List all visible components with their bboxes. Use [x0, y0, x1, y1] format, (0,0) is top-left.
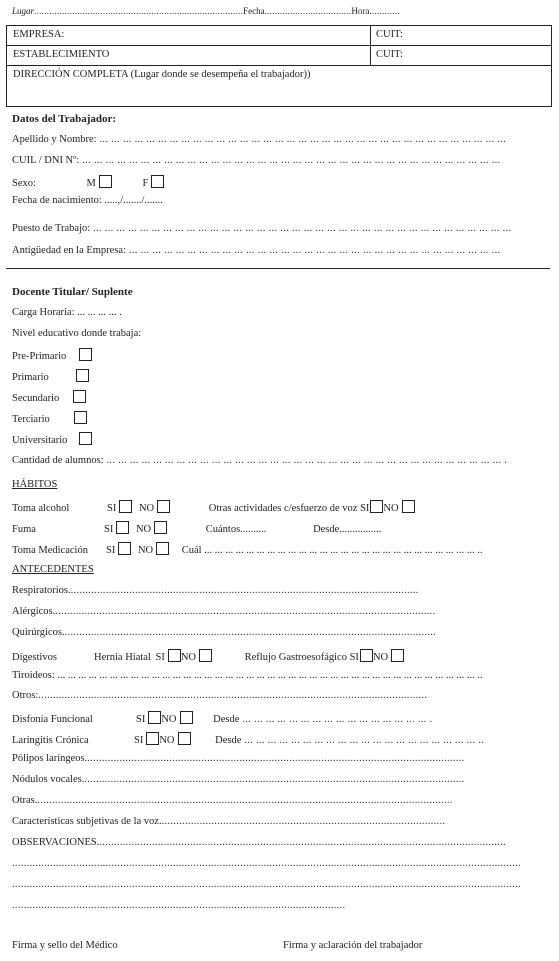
observaciones-field[interactable]	[12, 837, 506, 848]
si-label: SI	[107, 503, 117, 514]
alumnos-label: Cantidad de alumnos:	[12, 455, 104, 466]
desde-field[interactable]: ... ... ... ... ... ... ... ... ... ... ... ... ... ... ... ... .	[239, 714, 433, 725]
si-label: SI	[104, 524, 114, 535]
antiguedad-field[interactable]	[12, 245, 500, 256]
level-primario[interactable]	[12, 369, 89, 383]
firma-medico: Firma y sello del Médico	[12, 940, 118, 951]
divider	[370, 46, 371, 65]
apellido-label: Apellido y Nombre:	[12, 134, 97, 145]
caracteristicas-field[interactable]	[12, 816, 445, 827]
digestivos-row	[12, 649, 404, 663]
establecimiento-row[interactable]	[7, 46, 551, 66]
establecimiento-label: ESTABLECIMIENTO	[13, 49, 110, 60]
nodulos-label: Nódulos vocales.	[12, 774, 85, 785]
dots: ... ... ... ... ... ... ... ... ... ... ... ... ... ... ... ... ... ... ... ... ... ... ... ... ... ... ... ... ... ... ... ... ... ... ... ...	[79, 155, 501, 166]
sexo-f-checkbox[interactable]	[151, 175, 164, 188]
si-label: SI	[136, 714, 146, 725]
si-label: SI	[106, 545, 116, 556]
disfonia-label: Disfonía Funcional	[12, 714, 93, 725]
cuantos-field[interactable]: Cuántos..........	[205, 524, 267, 535]
level-terciario[interactable]	[12, 411, 87, 425]
lugar-field[interactable]: ..................................................................................	[34, 6, 244, 16]
company-table	[6, 25, 552, 107]
medicacion-row	[12, 542, 482, 556]
dots: .................................................................................................................................	[87, 753, 465, 764]
hernia-no-checkbox[interactable]	[199, 649, 212, 662]
cuil-field[interactable]	[12, 155, 501, 166]
antiguedad-label: Antigüedad en la Empresa:	[12, 245, 127, 256]
firma-trabajador: Firma y aclaración del trabajador	[283, 940, 423, 951]
otros-field[interactable]	[12, 690, 427, 701]
direccion-row[interactable]	[7, 66, 551, 106]
fuma-label: Fuma	[12, 524, 36, 535]
puesto-field[interactable]	[12, 223, 511, 234]
level-secundario[interactable]	[12, 390, 86, 404]
puesto-label: Puesto de Trabajo:	[12, 223, 91, 234]
medicacion-no-checkbox[interactable]	[156, 542, 169, 555]
header-line	[12, 6, 400, 16]
lugar-label: Lugar	[12, 6, 35, 16]
medicacion-label: Toma Medicación	[12, 545, 88, 556]
otras-field[interactable]	[12, 795, 453, 806]
no-label: NO	[138, 503, 155, 514]
fuma-no-checkbox[interactable]	[154, 521, 167, 534]
dots: ..................................................................................................................................	[55, 606, 436, 617]
level-label: Primario	[12, 372, 49, 383]
polipos-field[interactable]	[12, 753, 465, 764]
alcohol-no-checkbox[interactable]	[157, 500, 170, 513]
level-universitario[interactable]	[12, 432, 92, 446]
docente-title: Docente Titular/ Suplente	[12, 286, 133, 298]
reflujo-label: Reflujo Gastroesofágico SI	[244, 652, 359, 663]
sexo-m-label: M	[86, 178, 96, 189]
desde-field[interactable]: Desde................	[313, 524, 382, 535]
laringitis-label: Laringitis Crónica	[12, 735, 89, 746]
alergicos-field[interactable]	[12, 606, 436, 617]
desde-field[interactable]: ... ... ... ... ... ... ... ... ... ... ... ... ... ... ... ... ... ... ... ... ..	[241, 735, 485, 746]
empresa-label: EMPRESA:	[13, 29, 65, 40]
laringitis-si-checkbox[interactable]	[146, 732, 159, 745]
fecha-label: Fecha	[243, 6, 265, 16]
dots: ... ... ... ... ... ... ... ... ... ... ... ... ... ... ... ... ... ... ... ... ... ... ... ... ... ... ... ... ... ... ... ... ... ... .	[103, 455, 508, 466]
apellido-field[interactable]	[12, 134, 506, 145]
si-label: SI	[155, 652, 165, 663]
si-label: SI	[134, 735, 144, 746]
alcohol-si-checkbox[interactable]	[119, 500, 132, 513]
otras-no-checkbox[interactable]	[402, 500, 415, 513]
nodulos-field[interactable]	[12, 774, 465, 785]
disfonia-no-checkbox[interactable]	[180, 711, 193, 724]
level-pre-primario[interactable]	[12, 348, 92, 362]
level-checkbox[interactable]	[79, 348, 92, 361]
level-label: Universitario	[12, 435, 68, 446]
sexo-label: Sexo:	[12, 178, 36, 189]
dots: .................................................................................................	[161, 816, 446, 827]
empresa-row[interactable]	[7, 26, 551, 46]
observaciones-line[interactable]: ..................................................................................................................	[12, 900, 346, 911]
dots: ..................................................................................................................................	[84, 774, 465, 785]
desde-label: Desde	[213, 714, 240, 725]
alcohol-label: Toma alcohol	[12, 503, 70, 514]
observaciones-line[interactable]: ..............................................................................................................................................................................	[12, 858, 521, 869]
sexo-m-checkbox[interactable]	[99, 175, 112, 188]
dots: ..............................................................................................................................................	[37, 795, 453, 806]
dots: ... ... ... ... ... ... ... ... ... ... ... ... ... ... ... ... ... ... ... ... ... ... ... ... ... ... ... ... ... ... ... ...	[126, 245, 501, 256]
dots: ...............................................................................................................................	[64, 627, 437, 638]
sexo-f-label: F	[142, 178, 149, 189]
disfonia-row	[12, 711, 432, 725]
no-label: NO	[180, 652, 196, 663]
medicacion-si-checkbox[interactable]	[118, 542, 131, 555]
laringitis-no-checkbox[interactable]	[178, 732, 191, 745]
quirurgicos-label: Quirúrgicos.	[12, 627, 65, 638]
level-label: Pre-Primario	[12, 351, 67, 362]
level-checkbox[interactable]	[76, 369, 89, 382]
otras-si-checkbox[interactable]	[370, 500, 383, 513]
fuma-si-checkbox[interactable]	[116, 521, 129, 534]
caracteristicas-label: Características subjetivas de la voz.	[12, 816, 162, 827]
dots: ... ... ... ... ... ... ... ... ... ... ... ... ... ... ... ... ... ... ... ... ... ... ... ... ... ... ... ... ... ... ... ... ... ... ...	[96, 134, 507, 145]
alumnos-field[interactable]	[12, 455, 507, 466]
antecedentes-title: ANTECEDENTES	[12, 564, 94, 575]
hora-label: Hora	[351, 6, 370, 16]
no-label: NO	[161, 714, 177, 725]
disfonia-si-checkbox[interactable]	[148, 711, 161, 724]
otras-label: Otras.	[12, 795, 38, 806]
no-label: NO	[137, 545, 154, 556]
observaciones-label: OBSERVACIONES.	[12, 837, 100, 848]
level-label: Secundario	[12, 393, 60, 404]
cual-field[interactable]: Cuál ... ... ... ... ... ... ... ... ... ... ... ... ... ... ... ... ... ... ... ... ... ... ... ... ... ... ..	[181, 545, 483, 556]
level-checkbox[interactable]	[74, 411, 87, 424]
no-label: NO	[383, 503, 399, 514]
hernia-si-checkbox[interactable]	[168, 649, 181, 662]
polipos-label: Pólipos laríngeos.	[12, 753, 88, 764]
no-label: NO	[159, 735, 175, 746]
trabajador-title: Datos del Trabajador:	[12, 113, 117, 125]
otras-label: Otras actividades c/esfuerzo de voz SI	[208, 503, 370, 514]
hora-field[interactable]: ............	[369, 6, 400, 16]
laringitis-row	[12, 732, 484, 746]
no-label: NO	[135, 524, 152, 535]
direccion-label: DIRECCIÓN COMPLETA (Lugar donde se desempeña el trabajador))	[13, 69, 311, 80]
digestivos-label: Digestivos	[12, 652, 57, 663]
dots: .....................................................................................................................................	[38, 690, 428, 701]
fecha-nac-field[interactable]: Fecha de nacimiento: .....,/......./.......	[12, 195, 163, 206]
divider	[370, 26, 371, 45]
fecha-field[interactable]: ..................................	[264, 6, 352, 16]
hernia-label: Hernia Hiatal	[94, 652, 151, 663]
section-divider	[6, 268, 550, 269]
nivel-label: Nivel educativo donde trabaja:	[12, 328, 142, 339]
carga-field[interactable]: Carga Horaria: ... ... ... ... .	[12, 307, 122, 318]
tiroideos-field[interactable]: Tiroideos: ... ... ... ... ... ... ... ... ... ... ... ... ... ... ... ... ... ... ... ... ... ... ... ... ... ... ... ... ... ... ... ... ... ... ... ... ... ... ... ... ..	[12, 670, 483, 681]
dots: ... ... ... ... ... ... ... ... ... ... ... ... ... ... ... ... ... ... ... ... ... ... ... ... ... ... ... ... ... ... ... ... ... ... ... ...	[90, 223, 512, 234]
no-label: NO	[372, 652, 389, 663]
sexo-row	[12, 175, 164, 189]
cuit-label: CUIT:	[376, 29, 403, 40]
dots: ...........................................................................................................................................	[99, 837, 506, 848]
desde-label: Desde	[215, 735, 242, 746]
observaciones-line[interactable]: ..............................................................................................................................................................................	[12, 879, 521, 890]
level-checkbox[interactable]	[73, 390, 86, 403]
respiratorios-field[interactable]	[12, 585, 419, 596]
reflujo-si-checkbox[interactable]	[360, 649, 373, 662]
reflujo-no-checkbox[interactable]	[391, 649, 404, 662]
cuil-label: CUIL / DNI Nº:	[12, 155, 80, 166]
fuma-row	[12, 521, 381, 535]
quirurgicos-field[interactable]	[12, 627, 436, 638]
level-label: Terciario	[12, 414, 50, 425]
habitos-title: HÁBITOS	[12, 479, 58, 490]
cuit-label: CUIT:	[376, 49, 403, 60]
alergicos-label: Alérgicos.	[12, 606, 56, 617]
alcohol-row	[12, 500, 415, 514]
dots: .......................................................................................................................	[70, 585, 419, 596]
level-checkbox[interactable]	[79, 432, 92, 445]
otros-label: Otros:	[12, 690, 39, 701]
respiratorios-label: Respiratorios.	[12, 585, 71, 596]
